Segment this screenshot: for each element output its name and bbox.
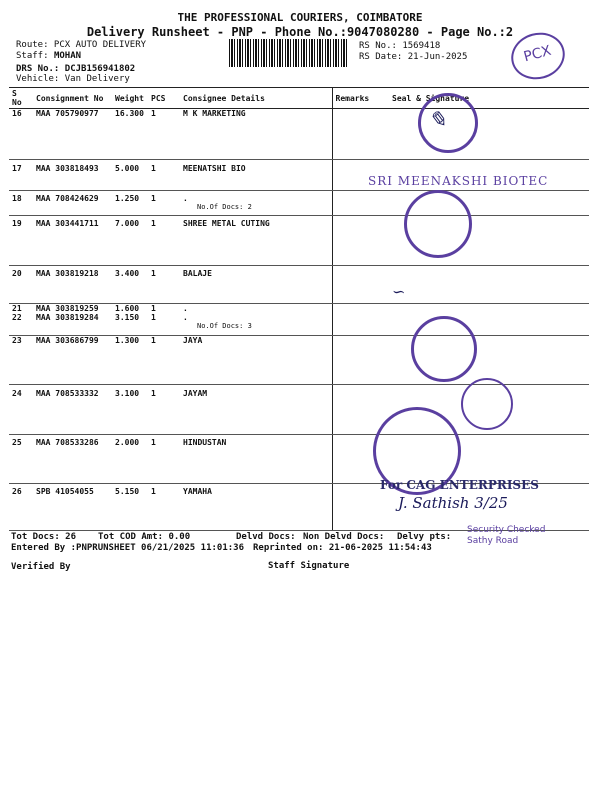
weight: 3.100 — [112, 385, 148, 435]
pcs: 1 — [148, 191, 180, 216]
sno: 25 — [9, 435, 33, 484]
runsheet-subtitle: Delivery Runsheet - PNP - Phone No.:9047080280 - Page No.:2 — [86, 25, 514, 39]
weight: 1.300 — [112, 336, 148, 385]
docs-note: No.Of Docs: 3 — [197, 322, 252, 330]
marketing-seal — [418, 93, 478, 153]
cag-stamp: For CAG ENTERPRISES — [380, 478, 539, 492]
sri-meenakshi-stamp: SRI MEENAKSHI BIOTEC — [368, 174, 549, 188]
sno: 22 — [12, 313, 22, 322]
docs-note: No.Of Docs: 2 — [197, 203, 252, 211]
table-row — [9, 266, 589, 304]
sno: 20 — [9, 266, 33, 304]
consignee-cell — [180, 304, 332, 336]
table-row — [9, 216, 589, 266]
sno: 17 — [9, 160, 33, 191]
remarks — [332, 109, 389, 160]
weight: 1.600 — [115, 304, 140, 313]
pcs: 1 — [151, 313, 156, 322]
weight: 7.000 — [112, 216, 148, 266]
col-consignee: Consignee Details — [180, 88, 332, 109]
entered-by: Entered By :PNPRUNSHEET 06/21/2025 11:01:36 — [11, 543, 244, 553]
tot-cod: Tot COD Amt: 0.00 — [98, 532, 191, 542]
pcs: 1 — [148, 216, 180, 266]
seal — [389, 266, 589, 304]
table-row — [9, 191, 589, 216]
consignee: MEENATSHI BIO — [180, 160, 332, 191]
pcs: 1 — [148, 435, 180, 484]
col-pcs: PCS — [148, 88, 180, 109]
sno-cell — [9, 304, 33, 336]
pcs: 1 — [148, 336, 180, 385]
pcs: 1 — [151, 304, 156, 313]
table-header-row — [9, 88, 589, 109]
shree-metal-seal — [404, 190, 472, 258]
vehicle: Vehicle: Van Delivery — [16, 74, 130, 84]
consignee: HINDUSTAN — [180, 435, 332, 484]
balaje-signature: ∽ — [392, 282, 406, 301]
drs-label: DRS No.: — [16, 64, 60, 74]
cag-signature: J. Sathish 3/25 — [398, 494, 508, 512]
consignee: . — [183, 313, 188, 322]
jaya-seal — [411, 316, 477, 382]
consignee-cell — [180, 191, 332, 216]
staff-signature: Staff Signature — [268, 561, 350, 571]
pcs: 1 — [148, 266, 180, 304]
verified-by: Verified By — [11, 562, 71, 572]
sno: 26 — [9, 484, 33, 531]
table-row — [9, 336, 589, 385]
sno: 21 — [12, 304, 22, 313]
remarks — [332, 304, 389, 336]
consignment-no: MAA 303819259 — [36, 304, 99, 313]
pcs: 1 — [148, 160, 180, 191]
sno: 24 — [9, 385, 33, 435]
col-seal: Seal & Signature — [389, 88, 589, 109]
tot-docs: Tot Docs: 26 — [11, 532, 77, 542]
pcs: 1 — [148, 385, 180, 435]
consignee: YAMAHA — [180, 484, 332, 531]
delvd-docs: Delvd Docs: — [236, 532, 296, 542]
jayam-seal — [461, 378, 513, 430]
security-checked-stamp: Security Checked — [467, 525, 546, 535]
sno: 16 — [9, 109, 33, 160]
weight: 3.400 — [112, 266, 148, 304]
sno: 19 — [9, 216, 33, 266]
col-remarks: Remarks — [332, 88, 389, 109]
drs-number — [16, 64, 135, 74]
col-sno: S No — [9, 88, 33, 109]
pcs: 1 — [148, 109, 180, 160]
col-weight: Weight — [112, 88, 148, 109]
rs-date: RS Date: 21-Jun-2025 — [359, 52, 468, 62]
company-title: THE PROFESSIONAL COURIERS, COIMBATORE — [177, 11, 423, 24]
consignee: . — [183, 194, 188, 203]
consignment-no: SPB 41054055 — [33, 484, 112, 531]
delvy-pts: Delvy pts: — [397, 532, 452, 542]
signature-mark: ✎ — [428, 108, 447, 133]
consignment-no: MAA 303441711 — [33, 216, 112, 266]
consignee: BALAJE — [180, 266, 332, 304]
sno: 23 — [9, 336, 33, 385]
consignee: SHREE METAL CUTING — [180, 216, 332, 266]
remarks — [332, 216, 389, 266]
pcs-cell — [148, 304, 180, 336]
table-row — [9, 304, 589, 336]
staff — [16, 51, 81, 61]
staff-label: Staff: — [16, 51, 49, 61]
table-row — [9, 435, 589, 484]
consignment-no: MAA 708533286 — [33, 435, 112, 484]
consignment-no: MAA 303819218 — [33, 266, 112, 304]
sathy-road-stamp: Sathy Road — [467, 536, 519, 546]
weight: 16.300 — [112, 109, 148, 160]
consignee: . — [183, 304, 188, 313]
consignee: M K MARKETING — [180, 109, 332, 160]
non-delvd-docs: Non Delvd Docs: — [303, 532, 385, 542]
consignee: JAYA — [180, 336, 332, 385]
pcx-stamp-text: PCX — [521, 42, 553, 66]
consignee: JAYAM — [180, 385, 332, 435]
weight: 5.000 — [112, 160, 148, 191]
remarks — [332, 336, 389, 385]
drs-value: DCJB156941802 — [64, 64, 136, 74]
runsheet-table — [9, 87, 589, 531]
consignment-no: MAA 705790977 — [33, 109, 112, 160]
col-consignment: Consignment No — [33, 88, 112, 109]
reprinted-on: Reprinted on: 21-06-2025 11:54:43 — [253, 543, 432, 553]
staff-value: MOHAN — [53, 51, 82, 61]
consignment-no: MAA 303818493 — [33, 160, 112, 191]
barcode — [229, 39, 347, 67]
rs-number: RS No.: 1569418 — [359, 41, 441, 51]
consignment-no: MAA 303819284 — [36, 313, 99, 322]
route: Route: PCX AUTO DELIVERY — [16, 40, 147, 50]
weight: 1.250 — [112, 191, 148, 216]
consignment-cell — [33, 304, 112, 336]
weight: 5.150 — [112, 484, 148, 531]
weight: 2.000 — [112, 435, 148, 484]
table-row — [9, 109, 589, 160]
weight-cell — [112, 304, 148, 336]
consignment-no: MAA 708424629 — [33, 191, 112, 216]
consignment-no: MAA 303686799 — [33, 336, 112, 385]
remarks — [332, 191, 389, 216]
sno: 18 — [9, 191, 33, 216]
consignment-no: MAA 708533332 — [33, 385, 112, 435]
pcs: 1 — [148, 484, 180, 531]
remarks — [332, 266, 389, 304]
weight: 3.150 — [115, 313, 140, 322]
